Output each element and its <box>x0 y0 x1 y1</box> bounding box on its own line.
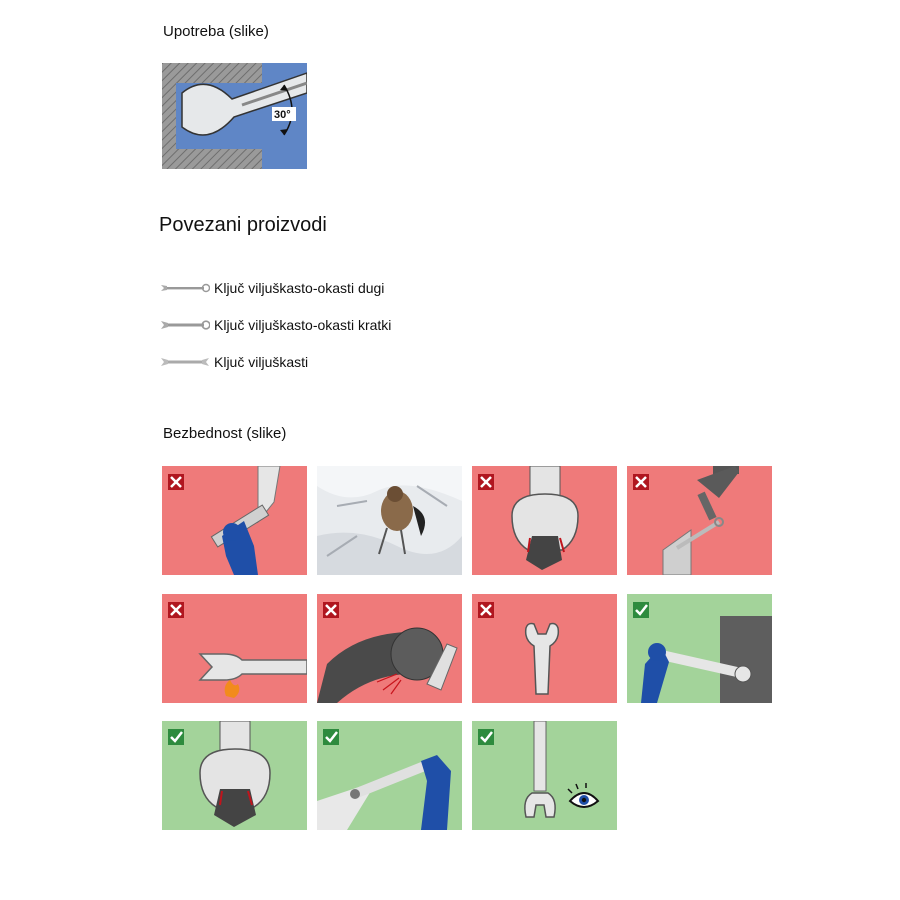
safety-tile-prohibited <box>472 466 617 575</box>
safety-tile-prohibited <box>627 466 772 575</box>
cross-icon <box>168 474 184 490</box>
cross-icon <box>478 602 494 618</box>
safety-tile-photo <box>317 466 462 575</box>
combination-wrench-icon <box>160 319 210 331</box>
check-icon <box>323 729 339 745</box>
related-list <box>160 278 391 389</box>
related-item-label[interactable]: Ključ viljuškasto-okasti kratki <box>214 317 392 333</box>
cross-icon <box>478 474 494 490</box>
safety-tile-prohibited <box>317 594 462 703</box>
check-icon <box>168 729 184 745</box>
safety-tile-prohibited <box>162 594 307 703</box>
related-item-label[interactable]: Ključ viljuškasto-okasti dugi <box>214 280 385 296</box>
safety-heading: Bezbednost (slike) <box>163 425 287 442</box>
related-item-short-combination[interactable] <box>160 315 391 335</box>
safety-tile-allowed <box>627 594 772 703</box>
cross-icon <box>168 602 184 618</box>
cross-icon <box>633 474 649 490</box>
related-item-label[interactable]: Ključ viljuškasti <box>214 354 309 370</box>
related-item-open-end[interactable] <box>160 352 391 372</box>
open-end-wrench-icon <box>160 356 210 368</box>
check-icon <box>478 729 494 745</box>
check-icon <box>633 602 649 618</box>
safety-tile-allowed <box>472 721 617 830</box>
safety-tile-allowed <box>317 721 462 830</box>
usage-heading: Upotreba (slike) <box>163 23 269 40</box>
related-heading: Povezani proizvodi <box>159 214 327 236</box>
related-item-long-combination[interactable] <box>160 278 391 298</box>
combination-wrench-icon <box>160 282 210 294</box>
cross-icon <box>323 602 339 618</box>
safety-tile-allowed <box>162 721 307 830</box>
angle-label: 30° <box>274 109 291 121</box>
safety-tile-prohibited <box>162 466 307 575</box>
safety-tile-prohibited <box>472 594 617 703</box>
usage-image <box>162 63 307 169</box>
